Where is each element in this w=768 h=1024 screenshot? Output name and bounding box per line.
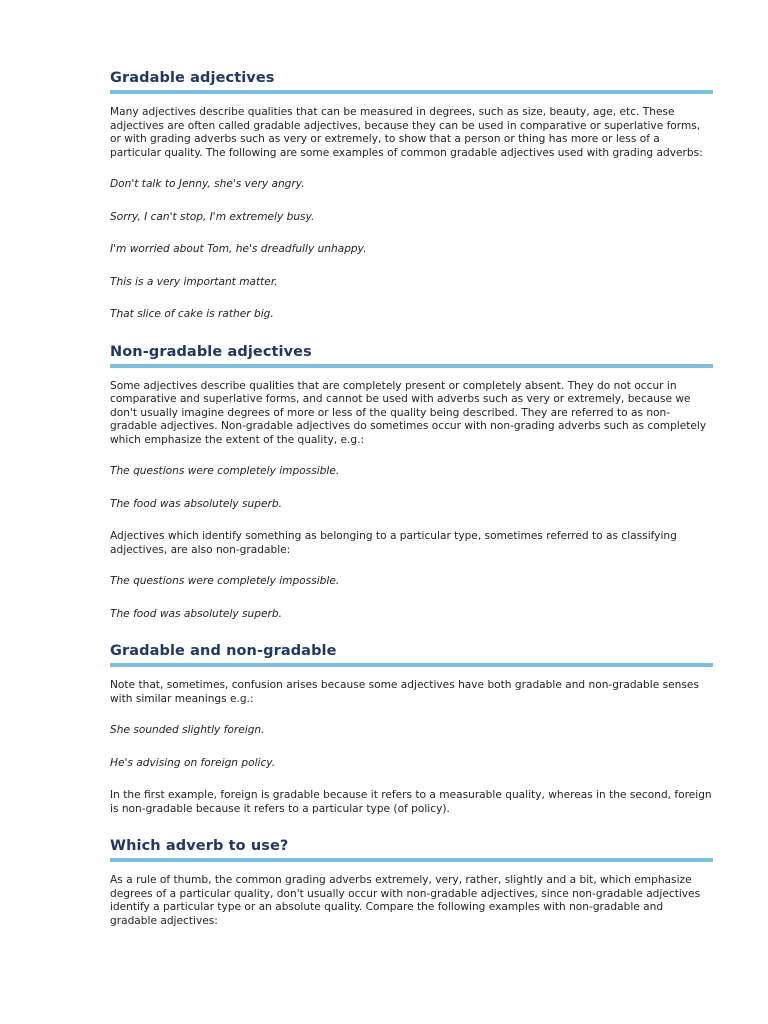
section-heading: Gradable and non-gradable xyxy=(110,641,713,667)
section-gradable-and-non-gradable xyxy=(110,641,713,816)
example-sentence: This is a very important matter. xyxy=(110,275,278,288)
body-paragraph: In the first example, foreign is gradable because it refers to a measurable quality, whereas in the second, foreign is non-gradable because it refers to a particular type (of policy). xyxy=(110,789,712,815)
section-content xyxy=(110,874,713,928)
example-sentence: The questions were completely impossible. xyxy=(110,465,340,477)
example-sentence: I'm worried about Tom, he's dreadfully unhappy. xyxy=(110,243,367,255)
section-content xyxy=(110,380,713,622)
section-non-gradable-adjectives xyxy=(110,342,713,622)
example-sentence: That slice of cake is rather big. xyxy=(110,308,274,320)
example-sentence: The questions were completely impossible. xyxy=(110,575,340,587)
body-paragraph: As a rule of thumb, the common grading adverbs extremely, very, rather, slightly and a bit, which emphasize degrees of a particular quality, don't usually occur with non-gradable adjectives, since non-gradable adjectives identify a particular type or an absolute quality. Compare the following examples with non-gradable and gradable adjectives: xyxy=(110,874,701,927)
document-page xyxy=(110,68,713,928)
body-paragraph: Many adjectives describe qualities that can be measured in degrees, such as size, beauty, age, etc. These adjectives are often called gradable adjectives, because they can be used in comparative or superlative forms, or with grading adverbs such as very or extremely, to show that a person or thing has more or less of a particular quality. The following are some examples of common gradable adjectives used with grading adverbs: xyxy=(110,106,703,159)
example-sentence: Don't talk to Jenny, she's very angry. xyxy=(110,178,305,190)
section-heading: Non-gradable adjectives xyxy=(110,342,713,368)
example-sentence: He's advising on foreign policy. xyxy=(110,756,276,769)
example-sentence: The food was absolutely superb. xyxy=(110,607,282,620)
body-paragraph: Note that, sometimes, confusion arises because some adjectives have both gradable and non-gradable senses with similar meanings e.g.: xyxy=(110,679,699,705)
section-heading: Which adverb to use? xyxy=(110,836,713,862)
section-which-adverb-to-use xyxy=(110,836,713,928)
section-heading: Gradable adjectives xyxy=(110,68,713,94)
body-paragraph: Adjectives which identify something as belonging to a particular type, sometimes referred to as classifying adjectives, are also non-gradable: xyxy=(110,530,677,556)
section-gradable-adjectives xyxy=(110,68,713,322)
body-paragraph: Some adjectives describe qualities that are completely present or completely absent. They do not occur in comparative and superlative forms, and cannot be used with adverbs such as very or extremely, because we don't usually imagine degrees of more or less of the quality being described. They are referred to as non-gradable adjectives. Non-gradable adjectives do sometimes occur with non-grading adverbs such as completely which emphasize the extent of the quality, e.g.: xyxy=(110,379,707,446)
section-content xyxy=(110,679,713,816)
example-sentence: The food was absolutely superb. xyxy=(110,497,282,510)
example-sentence: Sorry, I can't stop, I'm extremely busy. xyxy=(110,210,315,223)
section-content xyxy=(110,106,713,322)
example-sentence: She sounded slightly foreign. xyxy=(110,724,265,736)
